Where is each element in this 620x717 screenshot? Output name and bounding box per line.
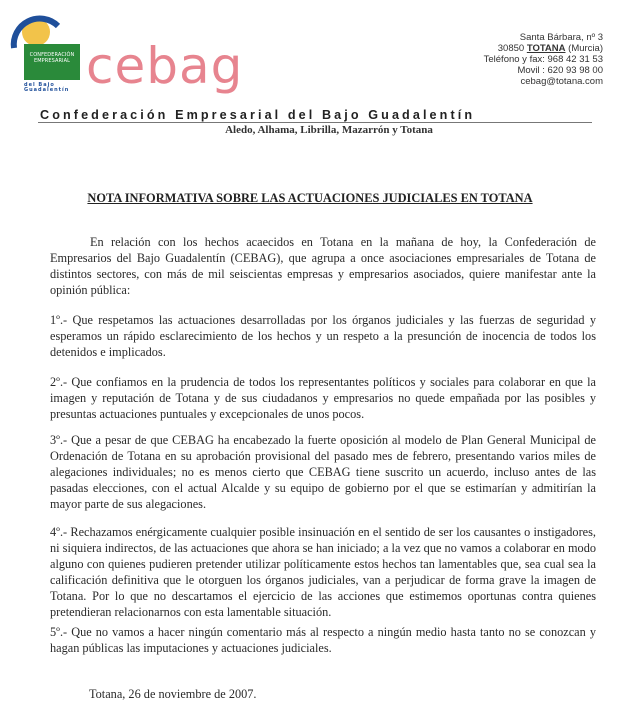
point-3-paragraph: 3º.- Que a pesar de que CEBAG ha encabezado la fuerte oposición al modelo de Plan General Municipal de Ordenación de Totana en su aprobación provisional del pasado mes de febrero, presentando varios miles de alegaciones individuales; no es menos cierto que CEBAG tiene suscrito un acuerdo, incluso antes de las pasadas elecciones, con el actual Alcalde y su equipo de gobierno por el que se estimarían y admitirían la mayor parte de sus alegaciones. [50,433,596,511]
point-1-paragraph: 1º.- Que respetamos las actuaciones desarrolladas por los órganos judiciales y las fuerzas de seguridad y esperamos un rápido esclarecimiento de los hechos y un respeto a la presunción de inocencia de todos los detenidos e implicados. [50,313,596,359]
note-title: NOTA INFORMATIVA SOBRE LAS ACTUACIONES JUDICIALES EN TOTANA [87,191,533,205]
contact-address [433,32,603,87]
address-city: TOTANA [526,43,566,54]
organization-title: Confederación Empresarial del Bajo Guadalentín [40,108,476,122]
organization-towns: Aledo, Alhama, Librilla, Mazarrón y Totana [225,124,433,136]
point-4-paragraph: 4º.- Rechazamos enérgicamente cualquier posible insinuación en el sentido de ser los causantes o instigadores, ni siquiera indirectos, de las actuaciones que ahora se han iniciado; a la vez que no vamos a colaborar en modo alguno con quienes pudieren pretender utilizar políticamente estos hechos tan lamentables que, sea cual sea la calificación definitiva que le otorguen los órganos judiciales, van a perjudicar de forma grave la imagen de Totana. Por lo que no descartamos el ejercicio de las acciones que estimemos oportunas contra quienes pretendieran relacionarnos con esta lamentable situación. [50,525,596,619]
address-street: Santa Bárbara, nº 3 [519,32,603,43]
point-2-paragraph: 2º.- Que confiamos en la prudencia de todos los representantes políticos y sociales para colaborar en que la imagen y reputación de Totana y de sus ciudadanos y empresarios no quede empañada por las posibles y presuntas actuaciones puntuales y excepcionales de unos pocos. [50,375,596,421]
title-underline [38,122,592,123]
logo-wordmark: cebag [86,37,244,95]
intro-paragraph: En relación con los hechos acaecidos en Totana en la mañana de hoy, la Confederación de Empresarios del Bajo Guadalentín (CEBAG), que agrupa a once asociaciones empresariales de Totana de distintos sectores, con más de mil seiscientas empresas y empresarios asociados, quiere manifestar ante la opinión pública: [50,235,596,297]
address-region: (Murcia) [565,43,603,54]
address-mobile: Movil : 620 93 98 00 [517,65,603,76]
cebag-logo [8,14,278,94]
address-phone-fax: Teléfono y fax: 968 42 31 53 [483,54,603,65]
point-5-paragraph: 5º.- Que no vamos a hacer ningún comentario más al respecto a ningún medio hasta tanto no se conozcan y hagan públicas las imputaciones y actuaciones judiciales. [50,625,596,655]
logo-box-text: CONFEDERACIÓN EMPRESARIAL [29,52,75,64]
address-city-line [433,43,603,54]
address-postal-code: 30850 [497,43,527,54]
organization-subtitle [0,124,620,136]
address-email: cebag@totana.com [520,76,603,87]
closing-date: Totana, 26 de noviembre de 2007. [89,687,257,701]
logo-sub-text: del Bajo Guadalentín [24,82,70,93]
